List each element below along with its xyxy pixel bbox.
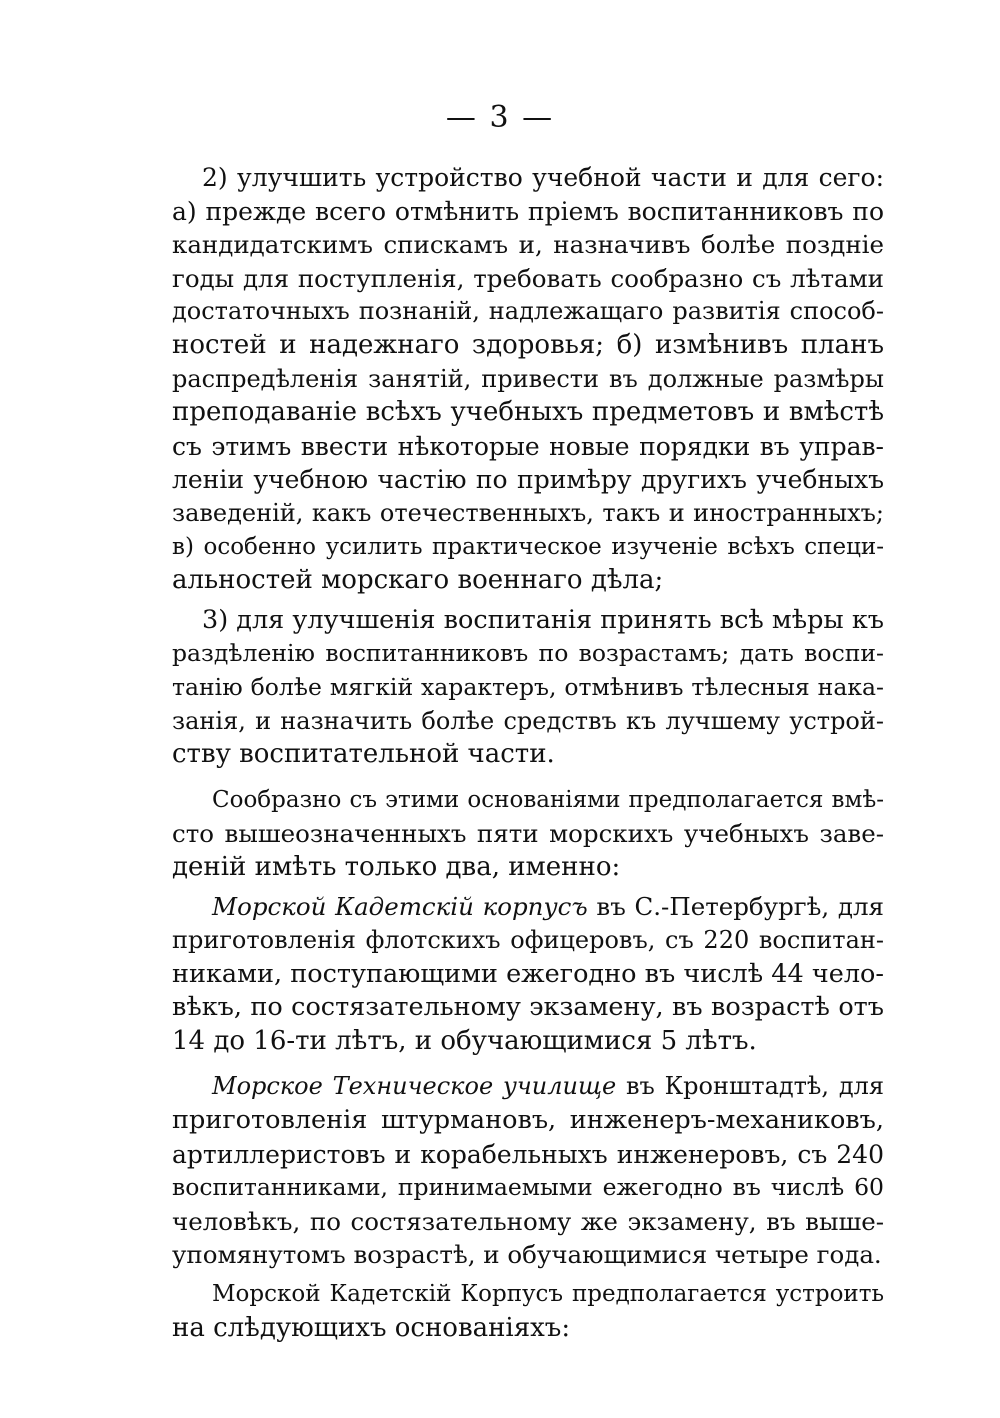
text-line: ству воспитательной части.	[172, 739, 555, 770]
text-line	[172, 1070, 884, 1104]
paragraph-6	[172, 1278, 884, 1345]
text-line: а) прежде всего отмѣнить пріемъ воспитанниковъ по	[172, 196, 884, 226]
text-line: преподаваніе всѣхъ учебныхъ предметовъ и вмѣстѣ	[172, 397, 884, 428]
text-line	[172, 890, 884, 924]
italic-institution-name: Морской Кадетскій корпусъ	[212, 892, 588, 922]
text-line: вѣкъ, по состязательному экзамену, въ возрастѣ отъ	[172, 992, 884, 1023]
text-line: съ этимъ ввести нѣкоторые новые порядки въ управ-	[172, 431, 884, 461]
text-line: человѣкъ, по состязательному же экзамену, въ выше-	[172, 1206, 884, 1236]
text-line: 2) улучшить устройство учебной части и для сего:	[202, 163, 884, 192]
text-line: воспитанниками, принимаемыми ежегодно въ числѣ 60	[172, 1173, 884, 1202]
text-line: деній имѣть только два, именно:	[172, 851, 621, 882]
text-line: никами, поступающими ежегодно въ числѣ 44 чело-	[172, 958, 884, 989]
text-line: раздѣленію воспитанниковъ по возрастамъ; дать воспи-	[172, 639, 884, 668]
text-line: леніи учебною частію по примѣру другихъ учебныхъ	[172, 465, 884, 495]
paragraph-5	[172, 1070, 884, 1272]
text-fragment: въ Кронштадтѣ, для	[616, 1072, 884, 1101]
paragraph-1	[172, 161, 884, 598]
text-line: заведеній, какъ отечественныхъ, такъ и иностранныхъ;	[172, 498, 884, 527]
italic-institution-name: Морское Техническое училище	[212, 1072, 617, 1101]
text-line: в) особенно усилить практическое изученіе всѣхъ специ-	[172, 533, 884, 560]
text-line: артиллеристовъ и корабельныхъ инженеровъ, съ 240	[172, 1139, 884, 1169]
text-line: 14 до 16-ти лѣтъ, и обучающимися 5 лѣтъ.	[172, 1025, 757, 1056]
text-line: ностей и надежнаго здоровья; б) измѣнивъ планъ	[172, 329, 884, 360]
text-line: распредѣленія занятій, привести въ должные размѣры	[172, 364, 884, 393]
text-line: приготовленія штурмановъ, инженеръ-механиковъ,	[172, 1105, 884, 1136]
text-line: сто вышеозначенныхъ пяти морскихъ учебныхъ заве-	[172, 819, 884, 849]
text-line: приготовленія флотскихъ офицеровъ, съ 220 воспитан-	[172, 926, 884, 955]
text-line: годы для поступленія, требовать сообразно съ лѣтами	[172, 263, 884, 293]
text-line: упомянутомъ возрастѣ, и обучающимися четыре года.	[172, 1240, 882, 1270]
paragraph-3	[172, 784, 884, 885]
text-line: занія, и назначить болѣе средствъ къ лучшему устрой-	[172, 706, 884, 735]
paragraph-2	[172, 604, 884, 772]
text-line: танію болѣе мягкій характеръ, отмѣнивъ тѣлесныя нака-	[172, 672, 884, 701]
text-line: на слѣдующихъ основаніяхъ:	[172, 1312, 571, 1343]
text-line: альностей морскаго военнаго дѣла;	[172, 565, 664, 596]
paragraph-4	[172, 890, 884, 1058]
body-text	[172, 161, 884, 1345]
text-fragment: въ С.-Петербургѣ, для	[587, 892, 884, 922]
text-line: Сообразно съ этими основаніями предполагается вмѣ-	[212, 786, 884, 813]
text-line: 3) для улучшенія воспитанія принять всѣ мѣры къ	[202, 604, 884, 635]
text-line: достаточныхъ познаній, надлежащаго развитія способ-	[172, 297, 884, 326]
text-line: Морской Кадетскій Корпусъ предполагается устроить	[212, 1281, 884, 1307]
page-number: — 3 —	[445, 100, 555, 135]
text-line: кандидатскимъ спискамъ и, назначивъ болѣе поздніе	[172, 230, 884, 260]
